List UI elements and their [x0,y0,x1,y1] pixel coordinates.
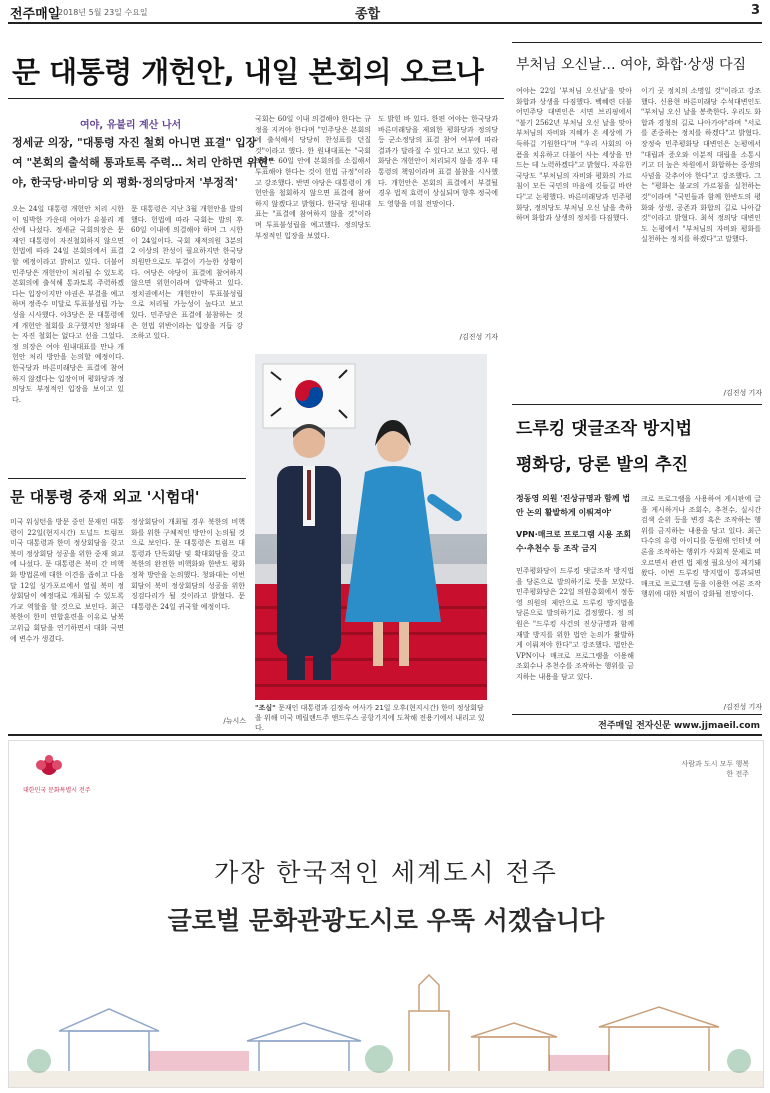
side-headline: 부처님 오신날… 여야, 화합·상생 다짐 [516,57,747,73]
ad-slogan-2: 글로벌 문화관광도시로 우뚝 서겠습니다 [167,906,605,935]
side-rule [512,42,762,43]
photo-caption [255,703,487,733]
header-rule [8,22,762,24]
drooking-body-col1: 민주평화당이 드루킹 댓글조작 방지법을 당론으로 발의하기로 뜻을 모았다. 민주평화당은 22일 의원총회에서 정동영 의원의 제안으로 드루킹 방지법을 당론으로 발의하기로 결정했다. 정 의원은 "드루킹 사건의 진상규명과 함께 재발 방지를 위한 법안 논의가 활발하게 이뤄져야 한다"고 강조했다. 법안은 VPN이나 매크로 프로그램을 이용해 조회수나 추천수를 조작하는 행위를 금지하는 내용을 담고 있다. [516,567,634,681]
footer-brand: 전주매일 전자신문 www.jjmaeil.com [598,721,760,731]
main-subhead-2: 여 "본회의 출석해 통과토록 주력… 처리 안하면 위헌" [12,156,274,169]
masthead: 전주매일 [10,7,61,22]
ad-logo-mark [29,755,69,783]
drooking-rule [512,404,762,405]
ad-top-rule [8,734,762,736]
ad-slogan-1: 가장 한국적인 세계도시 전주 [214,858,558,887]
page-number: 3 [750,3,760,18]
main-body-col4: 도 밝힌 바 있다. 한편 여야는 한국당과 바른미래당을 제외한 평화당과 정의당 등 군소정당의 표결 참여 여부에 따라 결과가 달라질 수 있다고 보고 있다. 평화당은 개헌안이 처리되지 않을 경우 대통령의 책임이라며 표결 불참을 시사했다. 개헌안은 본회의 표결에서 부결될 경우 법적 효력이 상실되며 향후 정국에도 영향을 미칠 전망이다. [378,115,498,208]
ad-flower-icon [29,755,69,783]
photo-caption-label: "조심" [255,704,276,712]
main-body-col2: 문 대통령은 지난 3월 개헌안을 발의했다. 헌법에 따라 국회는 발의 후 60일 이내에 의결해야 하며 그 시한이 24일이다. 국회 재적의원 3분의 2 이상의 찬성이 필요하지만 한국당 의원만으로도 부결이 가능한 상황이다. 여당은 야당이 표결에 참여하지 않으면 위헌이라며 압박하고 있다. 정치권에서는 개헌안이 투표불성립으로 처리될 가능성이 높다고 보고 있다. 민주당은 표결에 불참하는 것은 헌법 위반이라는 입장을 거듭 강조하고 있다. [131,205,243,341]
ad-logo-text: 대한민국 문화특별시 전주 [23,787,91,794]
page-header [0,0,770,24]
headline-rule [8,98,504,99]
advertisement [8,740,764,1088]
side-body-col1: 여야는 22일 '부처님 오신날'을 맞아 화합과 상생을 다짐했다. 백혜련 더불어민주당 대변인은 서면 브리핑에서 "불기 2562년 부처님 오신 날을 맞아 부처님의 자비와 지혜가 온 세상에 가득하길 기원한다"며 "우리 사회의 아픔을 치유하고 더불어 사는 세상을 만드는 데 노력하겠다"고 밝혔다. 자유한국당도 "부처님의 자비와 평화의 가르침이 모든 국민의 마음에 깃들길 바란다"고 논평했다. 바른미래당과 민주평화당, 정의당도 부처님 오신 날을 축하하며 화합과 상생의 정치를 다짐했다. [516,87,632,223]
drooking-body-col2: 크로 프로그램을 사용하여 게시판에 글을 게시하거나 조회수, 추천수, 실시간 검색 순위 등을 변경 혹은 조작하는 행위를 금지하는 내용을 담고 있다. 최근 다수의 유령 아이디를 동원해 인터넷 여론을 조작하는 행위가 사회적 문제로 떠오르면서 관련 법 제정 필요성이 제기돼 왔다. 이번 드루킹 방지법이 통과되면 매크로 프로그램 등을 이용한 여론 조작 행위에 대한 처벌이 강화될 전망이다. [641,495,761,599]
news-photo [255,354,487,700]
issue-date: 2018년 5월 23일 수요일 [58,8,148,17]
ad-skyline-illustration [9,971,763,1087]
main-body-col3: 국회는 60일 이내 의결해야 한다는 규정을 지켜야 한다며 "민주당은 본회의에 출석해서 당당히 찬성표를 던질 것"이라고 했다. 한 원내대표는 "국회의장은 60일 안에 본회의를 소집해서 투표해야 한다는 것이 헌법 규정"이라고 강조했다. 반면 야당은 대통령이 개헌안을 철회하지 않으면 표결에 참여하지 않겠다고 밝혔다. 한국당 원내대표는 "표결에 참여하지 않을 것"이라며 투표불성립을 예고했다. 정의당도 부정적인 입장을 보였다. [255,115,371,240]
diplomacy-headline: 문 대통령 중재 외교 '시험대' [10,488,200,506]
side-byline: /김진성 기자 [723,389,762,397]
diplomacy-rule [8,478,246,479]
main-body-col1: 오는 24일 대통령 개헌안 처리 시한이 임박한 가운데 여야가 유불리 계산에 나섰다. 정세균 국회의장은 문재인 대통령이 자진철회하지 않으면 헌법에 따라 24일 본회의에서 표결할 예정이라고 밝히고 있다. 더불어민주당은 개헌안이 처리될 수 있도록 본회의에 출석해 통과토록 주력하겠다는 입장이지만 야권은 부결을 예고하며 정족수 미달로 투표불성립 가능성을 시사했다. 야3당은 문 대통령에게 개헌안 철회를 요구했지만 청와대는 자진 철회는 없다고 선을 그었다. 정 의장은 여야 원내대표를 만나 개헌안 처리 방안을 논의할 예정이다. 한국당과 바른미래당은 표결에 참여하지 않겠다는 입장이며 평화당과 정의당도 부정적인 입장을 보이고 있다. [12,205,124,404]
drooking-byline: /김진성 기자 [723,703,762,711]
footer-rule [512,714,762,715]
diplomacy-byline: /뉴시스 [223,717,246,725]
main-subhead-1: 정세균 의장, "대통령 자진 철회 아니면 표결" 입장 [12,136,257,149]
main-headline: 문 대통령 개헌안, 내일 본회의 오르나 [12,55,484,89]
section-title: 종합 [355,7,381,22]
diplomacy-body-col1: 미국 워싱턴을 방문 중인 문재인 대통령이 22일(현지시간) 도널드 트럼프 미국 대통령과 한미 정상회담을 갖고 북미 정상회담 성공을 위한 중재 외교에 나섰다. 문 대통령은 북미 간 비핵화 방법론에 대한 이견을 좁히고 다음달 12일 싱가포르에서 열릴 북미 정상회담이 예정대로 개최될 수 있도록 가교 역할을 할 것으로 보인다. 최근 북한이 한미 연합훈련을 이유로 남북 고위급 회담을 연기하면서 대화 국면에 변수가 생겼다. [10,518,124,643]
photo-caption-text: 문재인 대통령과 김정숙 여사가 21일 오후(현지시간) 한미 정상회담을 위해 미국 메릴랜드주 앤드루스 공항기지에 도착해 전용기에서 내리고 있다. [255,704,485,732]
side-body-col2: 이기 곳 정치의 소명일 것"이라고 강조했다. 신용현 바른미래당 수석대변인도 "부처님 오신 날을 봉축한다. 우리도 화합과 경청의 길로 나아가야"라며 "서로를 존중하는 정치를 하겠다"고 밝혔다. 장정숙 민주평화당 대변인은 논평에서 "대립과 증오와 이분적 대립을 소통시키고 더 높은 차원에서 화합하는 중생의 사념을 갖추어야 한다"고 강조했다. 그는 "평화는 불교의 가르침을 실천하는 것"이라며 "국민들과 함께 한반도의 평화와 상생, 공존과 화합의 길로 나아갈 것"이라고 밝혔다. 최석 정의당 대변인도 논평에서 "부처님의 자비와 평화를 실천하는 정치를 하겠다"고 말했다. [641,87,761,244]
drooking-subhead-1: 정동영 의원 '진상규명과 함께 법안 논의 활발하게 이뤄져야' [516,494,631,517]
drooking-subhead-2: VPN·매크로 프로그램 시용 조회수·추천수 등 조작 금지 [516,530,632,553]
drooking-headline-1: 드루킹 댓글조작 방지법 [516,419,693,439]
main-byline: /김진성 기자 [459,333,498,341]
drooking-headline-2: 평화당, 당론 발의 추진 [516,455,689,475]
ad-right-logo: 사람과 도시 모두 행복한 전주 [681,760,749,778]
main-kicker: 여야, 유불리 계산 나서 [80,120,182,131]
photo-illustration [255,354,487,700]
diplomacy-body-col2: 정상회담이 개최될 경우 북한의 비핵화를 위한 구체적인 방안이 논의될 것으로 보인다. 문 대통령은 트럼프 대통령과 단독회담 및 확대회담을 갖고 북한의 완전한 비핵화와 한반도 평화 정착 방안을 논의했다. 청와대는 이번 회담이 북미 정상회담의 성공을 위한 징검다리가 될 것이라고 밝혔다. 문 대통령은 24일 귀국할 예정이다. [131,518,245,611]
main-subhead-3: 야, 한국당·바미당 외 평화·정의당마저 '부정적' [12,176,238,189]
